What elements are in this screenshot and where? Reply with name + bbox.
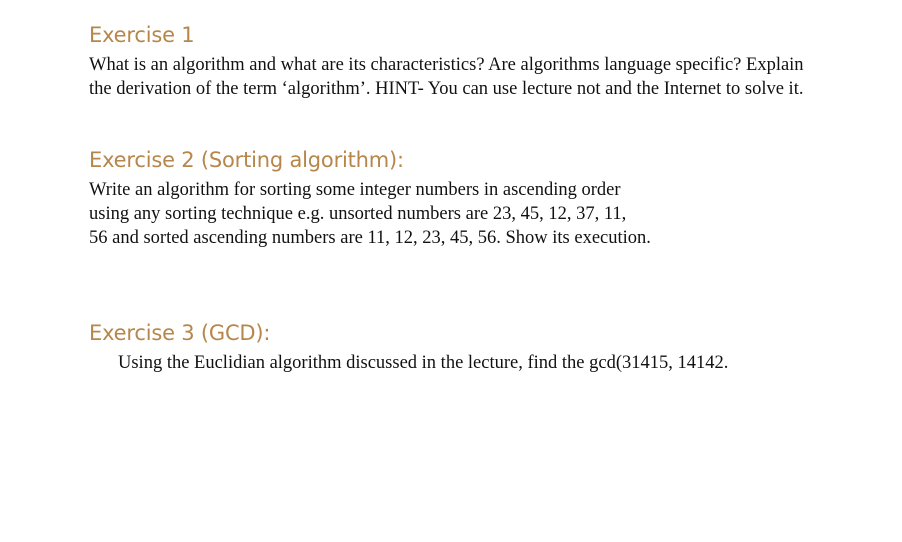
exercise-2-heading: Exercise 2 (Sorting algorithm): bbox=[89, 148, 404, 172]
exercise-2-question bbox=[89, 178, 651, 250]
exercise-3-line-1: Using the Euclidian algorithm discussed in the lecture, find the gcd(31415, 14142. bbox=[118, 353, 729, 373]
exercise-1-line-2: the derivation of the term ‘algorithm’. HINT- You can use lecture not and the Internet to solve it. bbox=[89, 79, 804, 99]
exercise-1-question bbox=[89, 53, 804, 101]
exercise-2-line-2: using any sorting technique e.g. unsorted numbers are 23, 45, 12, 37, 11, bbox=[89, 204, 627, 224]
exercise-2-line-1: Write an algorithm for sorting some integer numbers in ascending order bbox=[89, 180, 621, 200]
exercise-1-heading: Exercise 1 bbox=[89, 23, 195, 47]
exercise-3-question bbox=[118, 351, 728, 375]
exercise-3-heading: Exercise 3 (GCD): bbox=[89, 321, 271, 345]
exercise-2-line-3: 56 and sorted ascending numbers are 11, 12, 23, 45, 56. Show its execution. bbox=[89, 228, 651, 248]
exercise-1-line-1: What is an algorithm and what are its characteristics? Are algorithms language specific? Explain bbox=[89, 55, 804, 75]
